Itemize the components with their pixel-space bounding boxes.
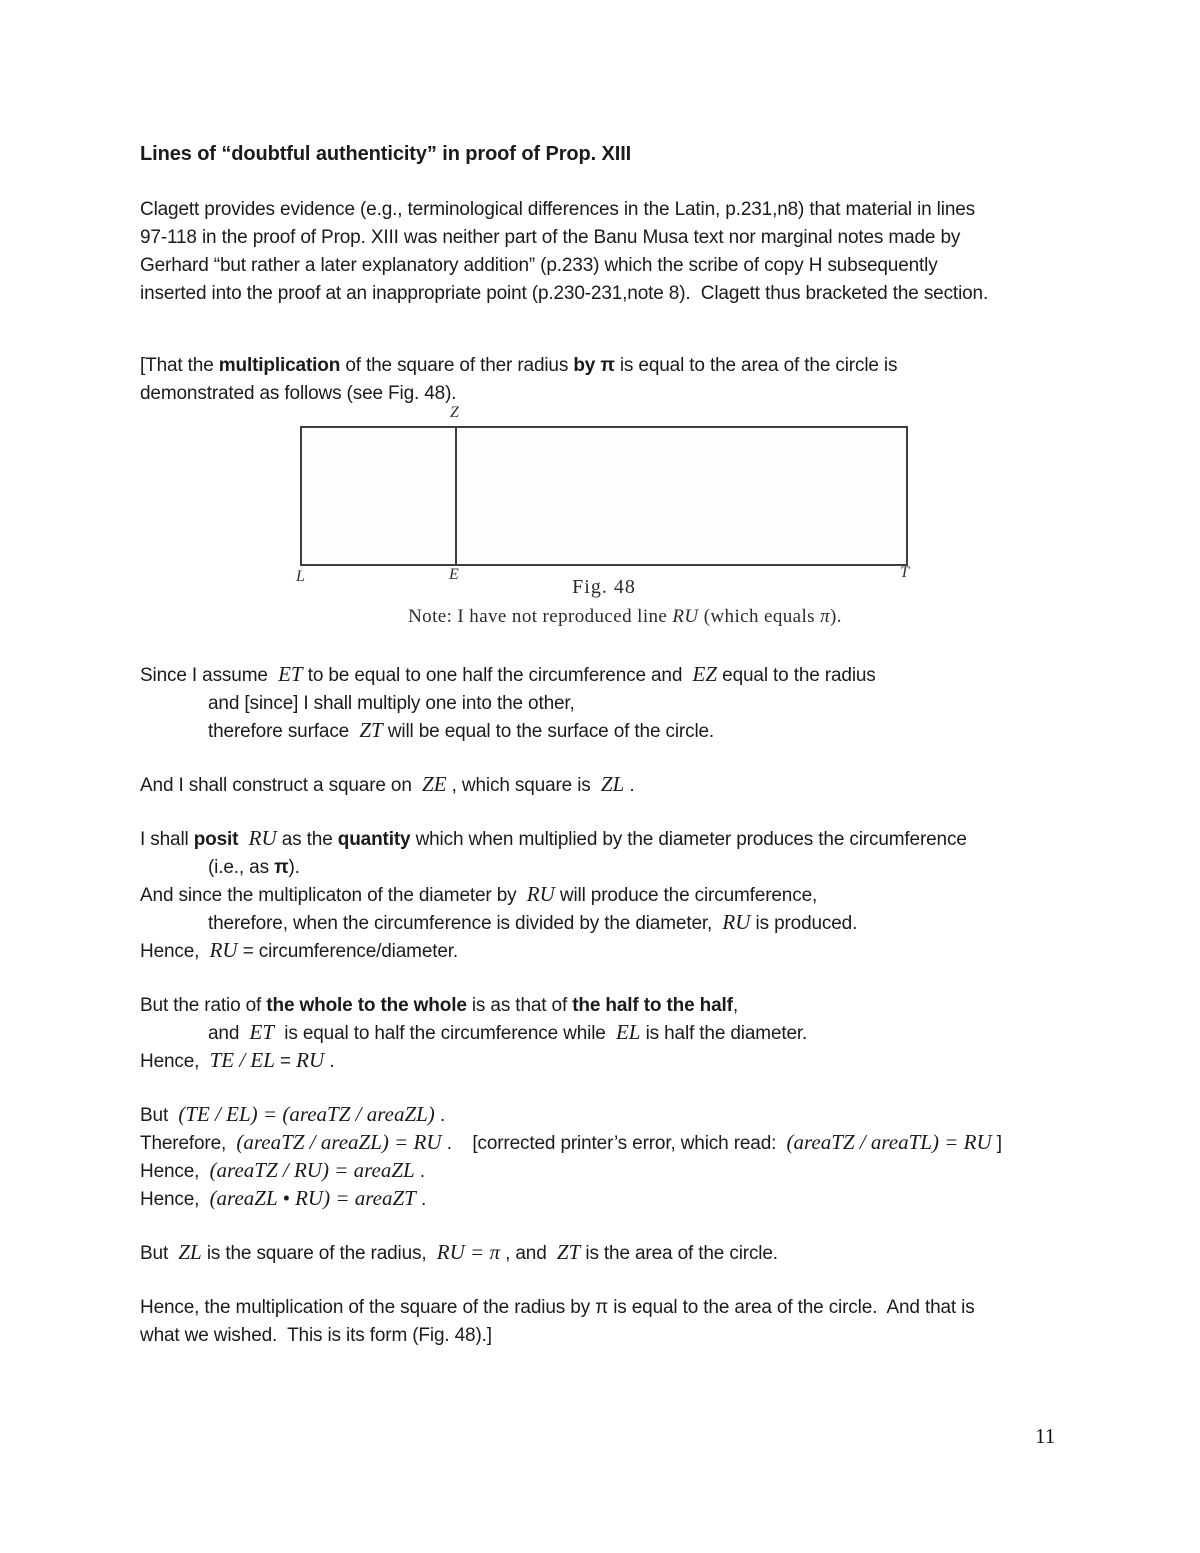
section-heading: Lines of “doubtful authenticity” in proof of Prop. XIII [140, 143, 632, 165]
paragraph [140, 1240, 1110, 1268]
body-text-before-figure [140, 196, 1110, 408]
text-segment: 97-118 in the proof of Prop. XIII was neither part of the Banu Musa text nor marginal notes made by [140, 227, 961, 248]
text-line [140, 992, 1110, 1020]
text-segment: EL [615, 1020, 641, 1044]
text-segment: , [732, 995, 738, 1016]
figure-label-e: E [449, 566, 459, 583]
text-line [140, 224, 1110, 252]
text-segment: EZ [692, 662, 718, 686]
text-line [140, 380, 1110, 408]
text-line [140, 1020, 1110, 1048]
text-line [140, 938, 1110, 966]
figure-divider-line-ze [455, 428, 457, 564]
text-segment: (TE / EL) = (areaTZ / areaZL) [178, 1102, 435, 1126]
text-segment: , and [499, 1243, 557, 1264]
text-segment: RU [672, 606, 699, 627]
text-line [140, 910, 1110, 938]
text-line [140, 772, 1110, 800]
text-segment: (areaTZ / areaTL) = RU [786, 1130, 992, 1154]
text-segment: (which equals [698, 606, 821, 627]
text-line [140, 854, 1110, 882]
text-segment: ZT [556, 1240, 581, 1264]
text-segment: Since I assume [140, 665, 279, 686]
text-segment: ET [278, 662, 303, 686]
text-segment: (i.e., as [208, 857, 275, 878]
paragraph [140, 1102, 1110, 1214]
text-line [140, 280, 1110, 308]
figure-label-t: T [900, 564, 909, 581]
text-segment: And I shall construct a square on [140, 775, 423, 796]
text-segment: is equal to half the circumference while [274, 1023, 616, 1044]
text-segment: to be equal to one half the circumference and [302, 665, 693, 686]
text-segment: equal to the radius [717, 665, 876, 686]
text-segment: demonstrated as follows (see Fig. 48). [140, 383, 457, 404]
figure-rectangle [300, 426, 908, 566]
text-segment: (areaZL • RU) = areaZT [209, 1186, 416, 1210]
text-segment: therefore surface [208, 721, 360, 742]
text-line [140, 1186, 1110, 1214]
paragraph [140, 662, 1110, 746]
text-segment: will produce the circumference, [554, 885, 818, 906]
text-segment: is half the diameter. [640, 1023, 808, 1044]
text-segment: is as that of [466, 995, 573, 1016]
text-segment: . [414, 1161, 425, 1182]
text-line [140, 1240, 1110, 1268]
text-line [140, 690, 1110, 718]
text-segment: But [140, 1243, 179, 1264]
text-segment: as the [276, 829, 338, 850]
text-segment: ). [830, 606, 842, 627]
text-segment: RU [526, 882, 555, 906]
text-segment: TE / EL [209, 1048, 275, 1072]
text-segment: Gerhard “but rather a later explanatory addition” (p.233) which the scribe of copy H subsequently [140, 255, 938, 276]
text-segment: ZL [600, 772, 625, 796]
text-segment: multiplication [218, 355, 341, 376]
text-line [140, 826, 1110, 854]
text-segment: π [274, 857, 289, 878]
text-segment: Note: I have not reproduced line [408, 606, 673, 627]
text-line [140, 1130, 1110, 1158]
text-segment: RU [209, 938, 238, 962]
text-segment: is the square of the radius, [201, 1243, 437, 1264]
text-segment: the half to the half [572, 995, 733, 1016]
text-line [140, 718, 1110, 746]
text-segment: what we wished. This is its form (Fig. 48).] [140, 1325, 492, 1346]
text-segment: But [140, 1105, 179, 1126]
figure-note [140, 606, 1110, 628]
text-segment [238, 829, 248, 850]
text-segment: But the ratio of [140, 995, 267, 1016]
text-segment: ZT [359, 718, 383, 742]
text-segment: (areaTZ / areaZL) = RU [236, 1130, 442, 1154]
text-line [140, 1048, 1110, 1076]
text-segment: the whole to the whole [266, 995, 467, 1016]
text-segment: and [since] I shall multiply one into the other, [208, 693, 575, 714]
page-number: 11 [1035, 1424, 1056, 1448]
text-segment: ZE [422, 772, 447, 796]
text-segment: π [820, 606, 831, 627]
text-segment: . [324, 1051, 335, 1072]
text-segment: RU [248, 826, 277, 850]
paragraph [140, 1294, 1110, 1350]
text-segment: = circumference/diameter. [237, 941, 459, 962]
text-line [140, 352, 1110, 380]
text-segment: Clagett provides evidence (e.g., terminological differences in the Latin, p.231,n8) that material in lines [140, 199, 976, 220]
text-segment: and [208, 1023, 250, 1044]
text-segment: Therefore, [140, 1133, 237, 1154]
text-segment: Hence, the multiplication of the square of the radius by π is equal to the area of the circle. And that is [140, 1297, 975, 1318]
paragraph [140, 826, 1110, 966]
text-segment: quantity [337, 829, 411, 850]
text-segment: is equal to the area of the circle is [614, 355, 898, 376]
text-line [140, 1158, 1110, 1186]
text-segment: RU [296, 1048, 325, 1072]
text-segment: is the area of the circle. [580, 1243, 778, 1264]
figure-caption: Fig. 48 [572, 576, 636, 598]
text-segment: Hence, [140, 1161, 210, 1182]
figure-label-z: Z [450, 404, 459, 421]
text-line [140, 196, 1110, 224]
text-segment: ZL [178, 1240, 202, 1264]
figure-label-l: L [296, 568, 305, 585]
text-segment: . [415, 1189, 427, 1210]
text-line [140, 1322, 1110, 1350]
text-line [140, 1102, 1110, 1130]
text-segment: ] [991, 1133, 1002, 1154]
text-segment: . [corrected printer’s error, which read: [441, 1133, 787, 1154]
text-line [140, 882, 1110, 910]
body-text-after-figure [140, 662, 1110, 1350]
text-segment: ). [288, 857, 300, 878]
text-segment: by π [573, 355, 615, 376]
text-segment: is produced. [750, 913, 858, 934]
text-segment: [That the [140, 355, 219, 376]
text-segment: = [274, 1051, 297, 1072]
figure-48 [140, 404, 1110, 640]
text-segment: (areaTZ / RU) = areaZL [209, 1158, 415, 1182]
text-segment: Hence, [140, 1189, 210, 1210]
text-segment: , which square is [446, 775, 601, 796]
text-segment: I shall [140, 829, 194, 850]
text-line [140, 252, 1110, 280]
paragraph [140, 772, 1110, 800]
paragraph [140, 352, 1110, 408]
paragraph [140, 196, 1110, 308]
text-segment: Hence, [140, 1051, 210, 1072]
text-segment: posit [193, 829, 239, 850]
text-segment: RU = π [436, 1240, 500, 1264]
text-segment: will be equal to the surface of the circle. [382, 721, 715, 742]
text-segment: Hence, [140, 941, 210, 962]
text-line [140, 662, 1110, 690]
text-segment: which when multiplied by the diameter produces the circumference [410, 829, 967, 850]
text-segment: And since the multiplicaton of the diameter by [140, 885, 527, 906]
text-line [140, 1294, 1110, 1322]
text-segment: of the square of ther radius [340, 355, 574, 376]
paragraph [140, 992, 1110, 1076]
text-segment: . [624, 775, 635, 796]
text-segment: . [434, 1105, 446, 1126]
text-segment: ET [249, 1020, 275, 1044]
text-segment: therefore, when the circumference is divided by the diameter, [208, 913, 723, 934]
text-segment: inserted into the proof at an inappropriate point (p.230-231,note 8). Clagett thus bracketed the section. [140, 283, 989, 304]
text-segment: RU [722, 910, 751, 934]
